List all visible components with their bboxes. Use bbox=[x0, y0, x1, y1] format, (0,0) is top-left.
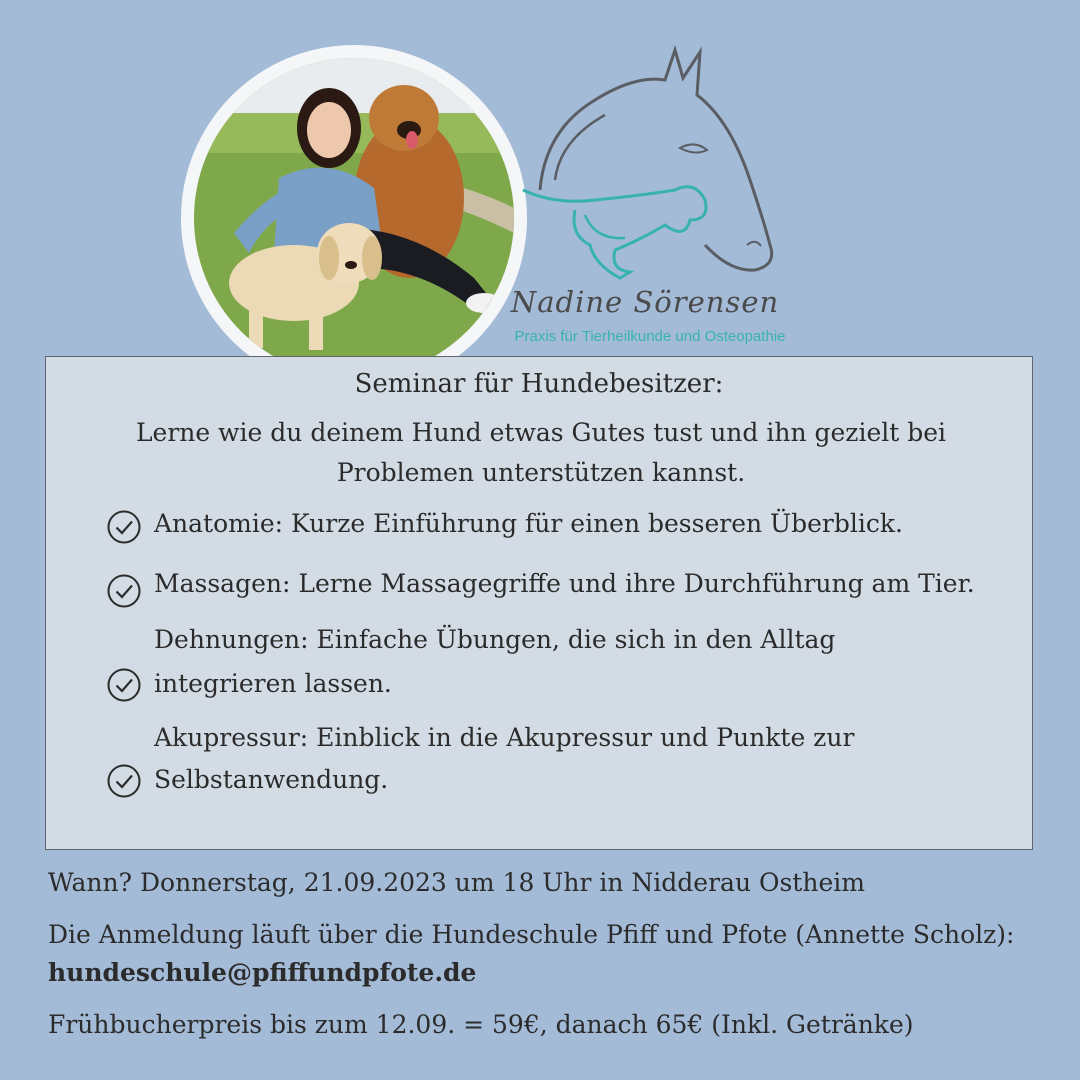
profile-photo bbox=[194, 58, 514, 378]
list-item-text-line2: integrieren lassen. bbox=[154, 669, 392, 698]
horse-dog-logo bbox=[515, 40, 805, 290]
check-circle-icon bbox=[106, 573, 142, 609]
list-item-text-line1: Dehnungen: Einfache Übungen, die sich in den Alltag bbox=[154, 625, 836, 654]
check-circle-icon bbox=[106, 509, 142, 545]
logo-subtitle: Praxis für Tierheilkunde und Osteopathie bbox=[514, 328, 786, 345]
list-item-text: Massagen: Lerne Massagegriffe und ihre Durchführung am Tier. bbox=[154, 569, 975, 598]
price-info: Frühbucherpreis bis zum 12.09. = 59€, danach 65€ (Inkl. Getränke) bbox=[48, 1010, 914, 1039]
event-date: Wann? Donnerstag, 21.09.2023 um 18 Uhr in Nidderau Ostheim bbox=[48, 868, 865, 897]
list-item-text-line2: Selbstanwendung. bbox=[154, 765, 389, 794]
list-item-text-line1: Akupressur: Einblick in die Akupressur und Punkte zur bbox=[154, 723, 855, 752]
seminar-intro: Lerne wie du deinem Hund etwas Gutes tust und ihn gezielt bei Problemen unterstützen kannst. bbox=[135, 418, 947, 487]
check-circle-icon bbox=[106, 667, 142, 703]
list-item-text: Anatomie: Kurze Einführung für einen besseren Überblick. bbox=[154, 509, 903, 538]
list-item bbox=[106, 715, 986, 795]
list-item bbox=[106, 617, 986, 697]
logo-name: Nadine Sörensen bbox=[510, 285, 780, 319]
seminar-title: Seminar für Hundebesitzer: bbox=[354, 369, 724, 399]
registration-info: Die Anmeldung läuft über die Hundeschule Pfiff und Pfote (Annette Scholz): bbox=[48, 920, 1015, 949]
email-link[interactable]: hundeschule@pfiffundpfote.de bbox=[48, 958, 477, 987]
seminar-card bbox=[45, 356, 1033, 850]
check-circle-icon bbox=[106, 763, 142, 799]
